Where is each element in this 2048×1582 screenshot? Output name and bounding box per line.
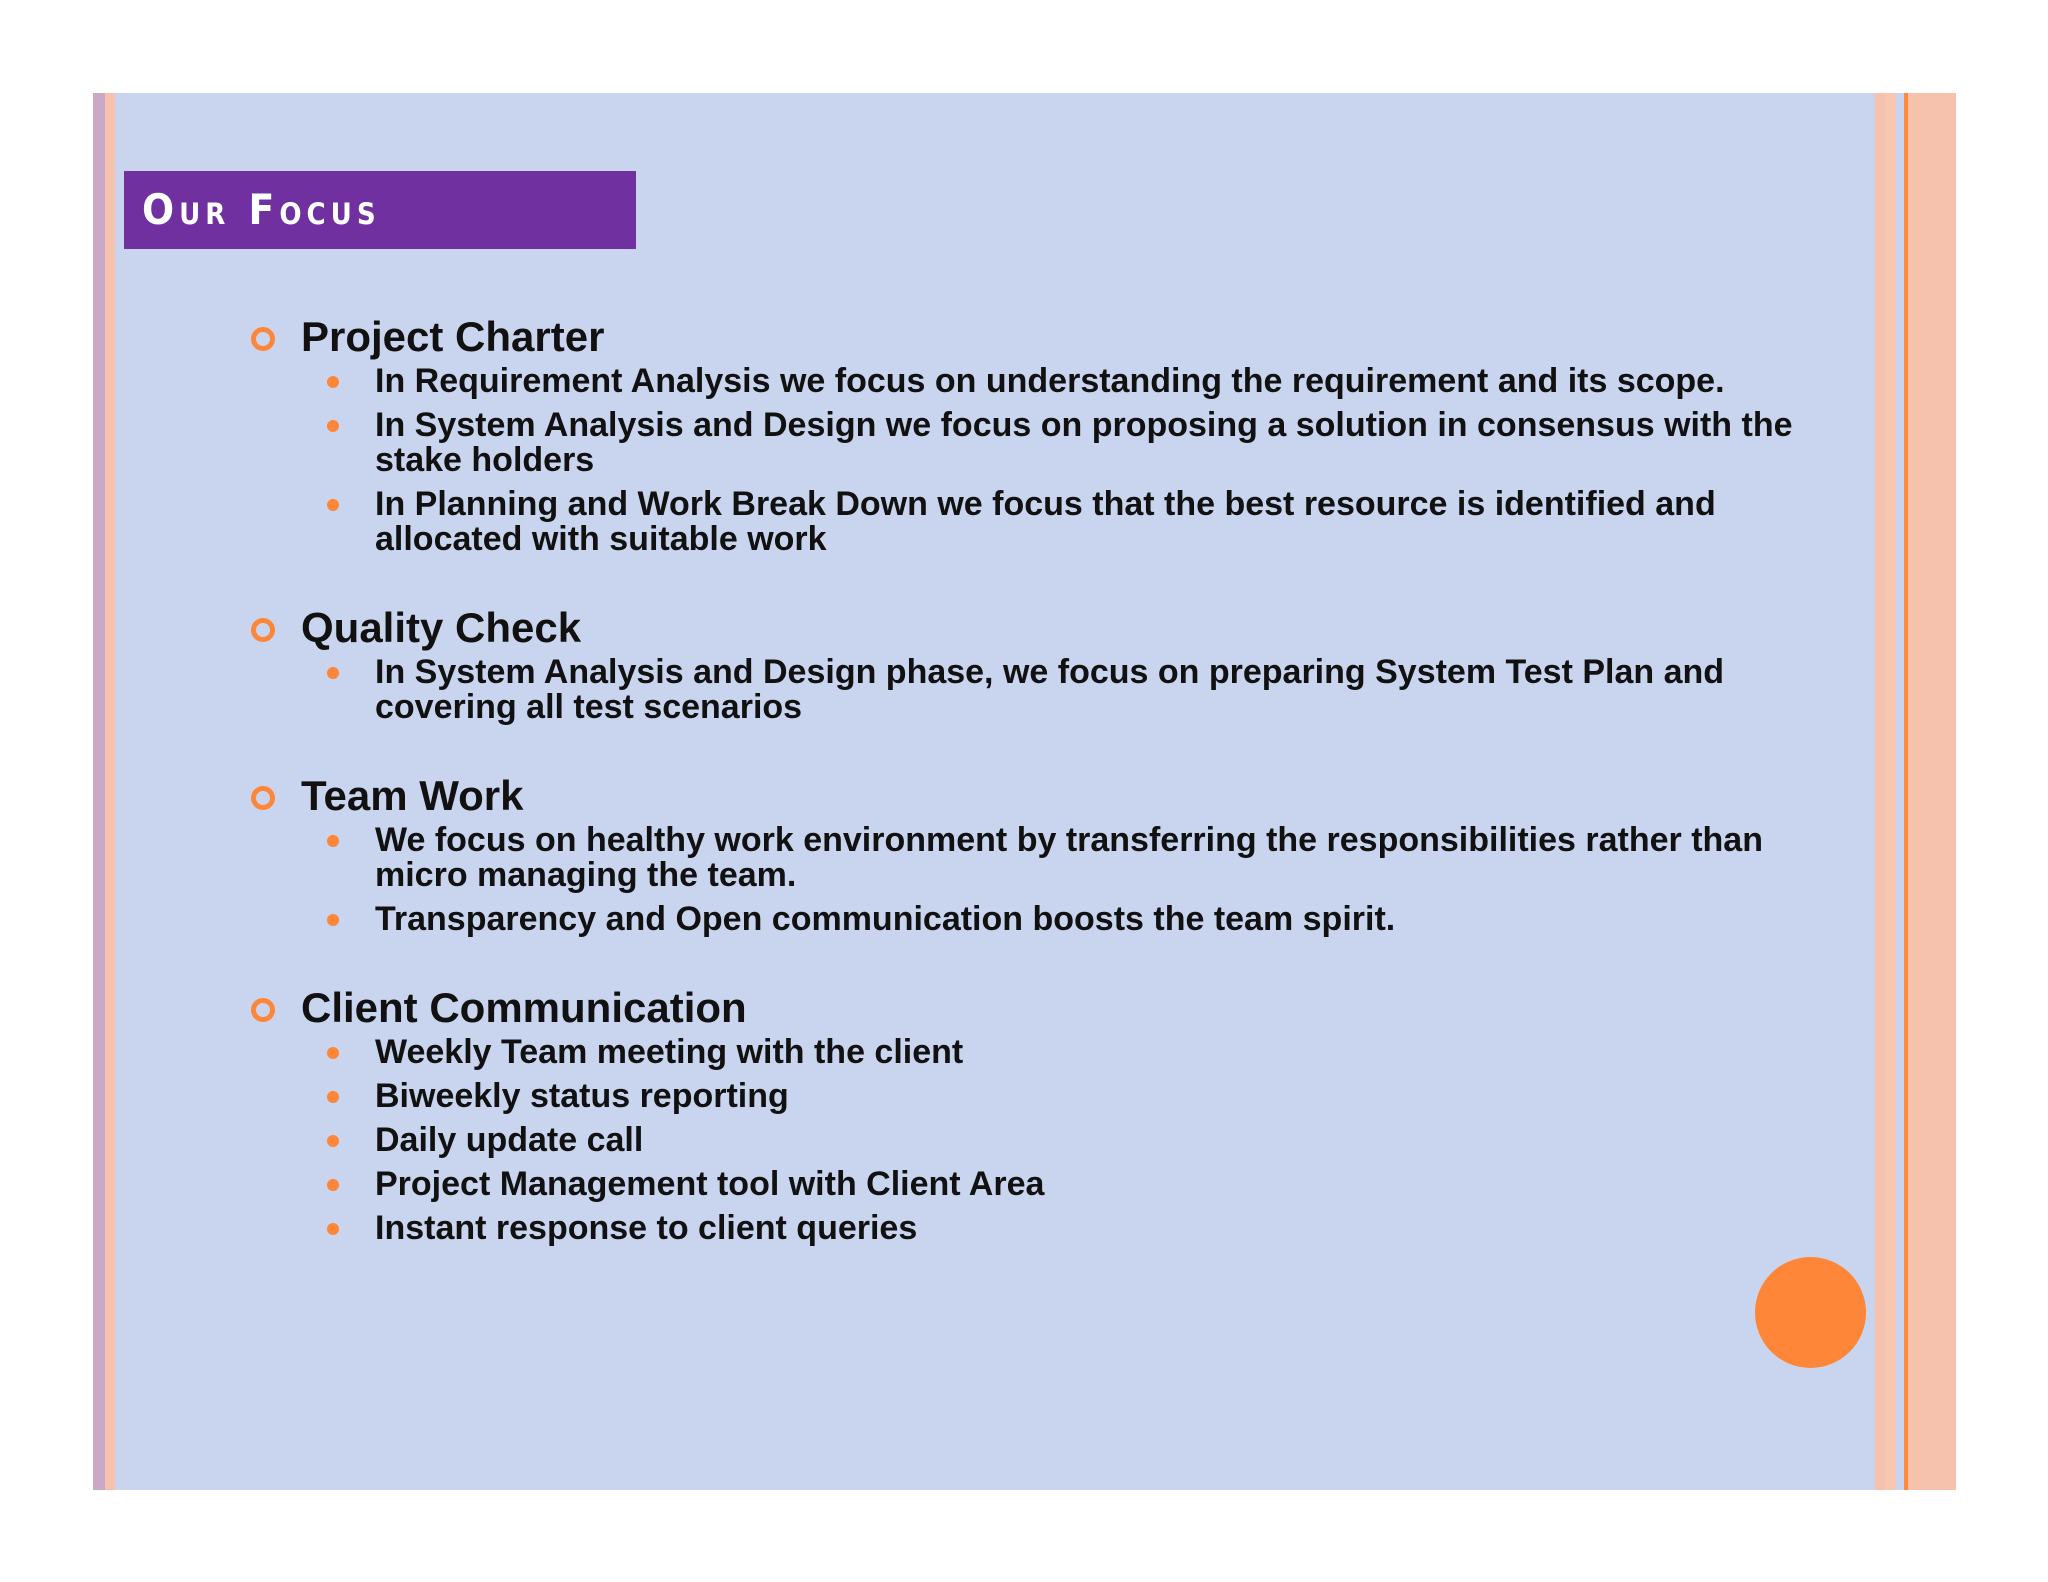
slide-title: Our Focus [142, 185, 381, 234]
list-item-text: In Planning and Work Break Down we focus that the best resource is identified and allocated with suitable work [375, 485, 1716, 558]
slide [93, 93, 1956, 1490]
bullet-list [251, 655, 1841, 725]
list-item-text: In Requirement Analysis we focus on understanding the requirement and its scope. [375, 362, 1725, 400]
dot-bullet-icon [327, 499, 339, 511]
list-item [251, 902, 1841, 937]
section-title: Client Communication [301, 984, 747, 1031]
section-heading [251, 313, 1841, 361]
ring-bullet-icon [251, 327, 275, 351]
dot-bullet-icon [327, 1091, 339, 1103]
right-border-stripe [1908, 93, 1956, 1490]
list-item [251, 1035, 1841, 1070]
list-item-text: Biweekly status reporting [375, 1077, 789, 1115]
section-quality-check [251, 604, 1841, 725]
dot-bullet-icon [327, 420, 339, 432]
dot-bullet-icon [327, 1223, 339, 1235]
dot-bullet-icon [327, 1047, 339, 1059]
section-heading [251, 604, 1841, 652]
right-accent-stripe [1875, 93, 1885, 1490]
decorative-circle [1755, 1257, 1866, 1368]
left-accent-stripe [105, 93, 115, 1490]
section-heading [251, 984, 1841, 1032]
ring-bullet-icon [251, 786, 275, 810]
list-item [251, 1211, 1841, 1246]
dot-bullet-icon [327, 835, 339, 847]
dot-bullet-icon [327, 914, 339, 926]
section-heading [251, 772, 1841, 820]
dot-bullet-icon [327, 1179, 339, 1191]
section-title: Project Charter [301, 313, 605, 360]
dot-bullet-icon [327, 667, 339, 679]
section-project-charter [251, 313, 1841, 557]
title-bar [124, 171, 636, 249]
list-item [251, 1079, 1841, 1114]
dot-bullet-icon [327, 376, 339, 388]
list-item-text: We focus on healthy work environment by transferring the responsibilities rather than micro managing the team. [375, 821, 1763, 894]
dot-bullet-icon [327, 1135, 339, 1147]
ring-bullet-icon [251, 618, 275, 642]
list-item-text: Instant response to client queries [375, 1209, 918, 1247]
list-item-text: In System Analysis and Design we focus on proposing a solution in consensus with the stake holders [375, 406, 1793, 479]
section-team-work [251, 772, 1841, 937]
list-item-text: Project Management tool with Client Area [375, 1165, 1045, 1203]
list-item [251, 364, 1841, 399]
list-item [251, 1167, 1841, 1202]
bullet-list [251, 364, 1841, 557]
section-title: Quality Check [301, 604, 582, 651]
bullet-list [251, 1035, 1841, 1246]
list-item [251, 487, 1841, 557]
ring-bullet-icon [251, 998, 275, 1022]
list-item-text: Transparency and Open communication boosts the team spirit. [375, 900, 1396, 938]
list-item-text: Weekly Team meeting with the client [375, 1033, 964, 1071]
bullet-list [251, 823, 1841, 937]
list-item [251, 655, 1841, 725]
list-item [251, 408, 1841, 478]
list-item-text: In System Analysis and Design phase, we focus on preparing System Test Plan and covering all test scenarios [375, 653, 1725, 726]
list-item-text: Daily update call [375, 1121, 644, 1159]
list-item [251, 1123, 1841, 1158]
right-accent-stripe [1885, 93, 1896, 1490]
list-item [251, 823, 1841, 893]
section-client-communication [251, 984, 1841, 1246]
slide-content [251, 313, 1841, 1246]
section-title: Team Work [301, 772, 524, 819]
left-border-stripe [93, 93, 105, 1490]
